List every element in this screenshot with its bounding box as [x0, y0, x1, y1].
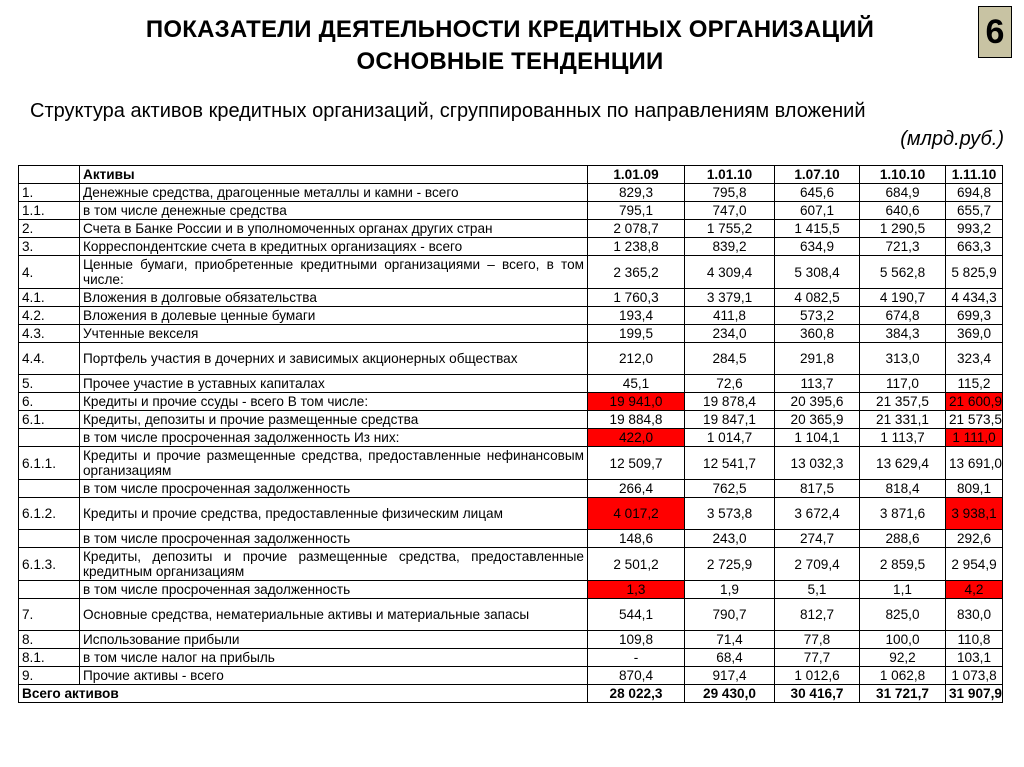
table-row: [19, 289, 1003, 307]
highlighted-value-cell: 19 941,0: [588, 393, 685, 411]
value-cell: 663,3: [946, 238, 1003, 256]
row-number-cell: [19, 530, 80, 548]
highlighted-value-cell: 3 938,1: [946, 498, 1003, 530]
value-cell: 323,4: [946, 343, 1003, 375]
row-number-cell: [19, 480, 80, 498]
value-cell: 20 395,6: [775, 393, 860, 411]
value-cell: 829,3: [588, 184, 685, 202]
value-cell: 292,6: [946, 530, 1003, 548]
value-cell: 2 709,4: [775, 548, 860, 581]
value-cell: 68,4: [685, 649, 775, 667]
total-value-cell: 29 430,0: [685, 685, 775, 703]
row-number-cell: 4.: [19, 256, 80, 289]
table-row: [19, 530, 1003, 548]
highlighted-value-cell: 1,3: [588, 581, 685, 599]
value-cell: 809,1: [946, 480, 1003, 498]
row-name-cell: Кредиты и прочие средства, предоставленные физическим лицам: [80, 498, 588, 530]
page-title: [60, 14, 960, 78]
row-name-cell: в том числе просроченная задолженность Из них:: [80, 429, 588, 447]
value-cell: 4 082,5: [775, 289, 860, 307]
row-name-cell: в том числе просроченная задолженность: [80, 530, 588, 548]
value-cell: 21 331,1: [860, 411, 946, 429]
row-number-cell: 3.: [19, 238, 80, 256]
header-date-cell: 1.01.10: [685, 166, 775, 184]
value-cell: 1 014,7: [685, 429, 775, 447]
value-cell: 115,2: [946, 375, 1003, 393]
value-cell: 762,5: [685, 480, 775, 498]
header-date-cell: 1.10.10: [860, 166, 946, 184]
value-cell: 790,7: [685, 599, 775, 631]
value-cell: 870,4: [588, 667, 685, 685]
value-cell: 5 562,8: [860, 256, 946, 289]
total-row: [19, 685, 1003, 703]
value-cell: 812,7: [775, 599, 860, 631]
value-cell: 795,1: [588, 202, 685, 220]
value-cell: 747,0: [685, 202, 775, 220]
table-row: [19, 548, 1003, 581]
value-cell: 640,6: [860, 202, 946, 220]
value-cell: 100,0: [860, 631, 946, 649]
table-row: [19, 631, 1003, 649]
table-row: [19, 343, 1003, 375]
value-cell: 284,5: [685, 343, 775, 375]
row-number-cell: 6.1.: [19, 411, 80, 429]
table-row: [19, 202, 1003, 220]
row-name-cell: Кредиты, депозиты и прочие размещенные средства, предоставленные кредитным организациям: [80, 548, 588, 581]
value-cell: 684,9: [860, 184, 946, 202]
table-row: [19, 256, 1003, 289]
value-cell: 674,8: [860, 307, 946, 325]
row-number-cell: 6.1.3.: [19, 548, 80, 581]
value-cell: 1 238,8: [588, 238, 685, 256]
value-cell: 694,8: [946, 184, 1003, 202]
row-number-cell: [19, 429, 80, 447]
value-cell: 45,1: [588, 375, 685, 393]
row-number-cell: 6.1.1.: [19, 447, 80, 480]
value-cell: 4 434,3: [946, 289, 1003, 307]
table-row: [19, 184, 1003, 202]
total-value-cell: 28 022,3: [588, 685, 685, 703]
value-cell: 2 725,9: [685, 548, 775, 581]
total-value-cell: 31 721,7: [860, 685, 946, 703]
table-row: [19, 498, 1003, 530]
value-cell: 71,4: [685, 631, 775, 649]
value-cell: 645,6: [775, 184, 860, 202]
row-name-cell: Учтенные векселя: [80, 325, 588, 343]
row-number-cell: 1.1.: [19, 202, 80, 220]
value-cell: -: [588, 649, 685, 667]
value-cell: 411,8: [685, 307, 775, 325]
row-number-cell: 4.3.: [19, 325, 80, 343]
value-cell: 360,8: [775, 325, 860, 343]
value-cell: 21 357,5: [860, 393, 946, 411]
value-cell: 839,2: [685, 238, 775, 256]
value-cell: 2 859,5: [860, 548, 946, 581]
row-number-cell: 7.: [19, 599, 80, 631]
value-cell: 1 113,7: [860, 429, 946, 447]
value-cell: 5 308,4: [775, 256, 860, 289]
total-label-cell: Всего активов: [19, 685, 588, 703]
value-cell: 21 573,5: [946, 411, 1003, 429]
assets-table: [18, 165, 1003, 703]
value-cell: 1 073,8: [946, 667, 1003, 685]
row-name-cell: Корреспондентские счета в кредитных организациях - всего: [80, 238, 588, 256]
value-cell: 384,3: [860, 325, 946, 343]
row-number-cell: 8.1.: [19, 649, 80, 667]
value-cell: 274,7: [775, 530, 860, 548]
value-cell: 13 629,4: [860, 447, 946, 480]
value-cell: 3 379,1: [685, 289, 775, 307]
value-cell: 92,2: [860, 649, 946, 667]
value-cell: 1 062,8: [860, 667, 946, 685]
value-cell: 3 573,8: [685, 498, 775, 530]
value-cell: 825,0: [860, 599, 946, 631]
value-cell: 795,8: [685, 184, 775, 202]
row-name-cell: Портфель участия в дочерних и зависимых акционерных обществах: [80, 343, 588, 375]
row-number-cell: 2.: [19, 220, 80, 238]
value-cell: 1 290,5: [860, 220, 946, 238]
table-row: [19, 429, 1003, 447]
row-name-cell: в том числе просроченная задолженность: [80, 581, 588, 599]
row-number-cell: 4.2.: [19, 307, 80, 325]
assets-table-body: [19, 166, 1003, 703]
row-name-cell: Вложения в долевые ценные бумаги: [80, 307, 588, 325]
value-cell: 12 509,7: [588, 447, 685, 480]
value-cell: 5 825,9: [946, 256, 1003, 289]
value-cell: 19 847,1: [685, 411, 775, 429]
value-cell: 19 884,8: [588, 411, 685, 429]
value-cell: 113,7: [775, 375, 860, 393]
value-cell: 20 365,9: [775, 411, 860, 429]
table-row: [19, 307, 1003, 325]
value-cell: 721,3: [860, 238, 946, 256]
value-cell: 993,2: [946, 220, 1003, 238]
value-cell: 288,6: [860, 530, 946, 548]
row-number-cell: 4.4.: [19, 343, 80, 375]
header-date-cell: 1.07.10: [775, 166, 860, 184]
table-caption: Структура активов кредитных организаций, сгруппированных по направлениям вложений: [30, 100, 866, 122]
row-name-cell: Прочие активы - всего: [80, 667, 588, 685]
value-cell: 1 415,5: [775, 220, 860, 238]
row-name-cell: Прочее участие в уставных капиталах: [80, 375, 588, 393]
total-value-cell: 31 907,9: [946, 685, 1003, 703]
highlighted-value-cell: 4 017,2: [588, 498, 685, 530]
row-name-cell: Основные средства, нематериальные активы и материальные запасы: [80, 599, 588, 631]
value-cell: 13 691,0: [946, 447, 1003, 480]
row-name-cell: Ценные бумаги, приобретенные кредитными организациями – всего, в том числе:: [80, 256, 588, 289]
value-cell: 2 954,9: [946, 548, 1003, 581]
value-cell: 193,4: [588, 307, 685, 325]
value-cell: 3 672,4: [775, 498, 860, 530]
unit-label: (млрд.руб.): [900, 128, 1004, 150]
table-header-row: [19, 166, 1003, 184]
value-cell: 1,9: [685, 581, 775, 599]
value-cell: 72,6: [685, 375, 775, 393]
table-row: [19, 581, 1003, 599]
row-number-cell: 6.: [19, 393, 80, 411]
total-value-cell: 30 416,7: [775, 685, 860, 703]
value-cell: 2 365,2: [588, 256, 685, 289]
value-cell: 4 190,7: [860, 289, 946, 307]
row-number-cell: [19, 581, 80, 599]
row-number-cell: 8.: [19, 631, 80, 649]
value-cell: 243,0: [685, 530, 775, 548]
row-name-cell: Счета в Банке России и в уполномоченных органах других стран: [80, 220, 588, 238]
highlighted-value-cell: 4,2: [946, 581, 1003, 599]
row-number-cell: 9.: [19, 667, 80, 685]
table-row: [19, 325, 1003, 343]
value-cell: 544,1: [588, 599, 685, 631]
table-row: [19, 375, 1003, 393]
highlighted-value-cell: 21 600,9: [946, 393, 1003, 411]
header-assets-cell: Активы: [80, 166, 588, 184]
value-cell: 655,7: [946, 202, 1003, 220]
header-num-cell: [19, 166, 80, 184]
value-cell: 607,1: [775, 202, 860, 220]
row-name-cell: в том числе денежные средства: [80, 202, 588, 220]
value-cell: 1 755,2: [685, 220, 775, 238]
value-cell: 266,4: [588, 480, 685, 498]
table-row: [19, 411, 1003, 429]
value-cell: 109,8: [588, 631, 685, 649]
value-cell: 77,7: [775, 649, 860, 667]
title-line-1: ПОКАЗАТЕЛИ ДЕЯТЕЛЬНОСТИ КРЕДИТНЫХ ОРГАНИЗАЦИЙ: [145, 16, 875, 43]
value-cell: 291,8: [775, 343, 860, 375]
title-line-2: ОСНОВНЫЕ ТЕНДЕНЦИИ: [356, 48, 664, 75]
table-row: [19, 480, 1003, 498]
row-name-cell: Использование прибыли: [80, 631, 588, 649]
value-cell: 12 541,7: [685, 447, 775, 480]
table-row: [19, 238, 1003, 256]
table-row: [19, 667, 1003, 685]
value-cell: 1,1: [860, 581, 946, 599]
row-name-cell: в том числе налог на прибыль: [80, 649, 588, 667]
value-cell: 1 012,6: [775, 667, 860, 685]
value-cell: 117,0: [860, 375, 946, 393]
row-number-cell: 5.: [19, 375, 80, 393]
value-cell: 369,0: [946, 325, 1003, 343]
value-cell: 2 078,7: [588, 220, 685, 238]
slide-number-badge: 6: [978, 6, 1012, 58]
value-cell: 212,0: [588, 343, 685, 375]
value-cell: 313,0: [860, 343, 946, 375]
row-number-cell: 1.: [19, 184, 80, 202]
value-cell: 3 871,6: [860, 498, 946, 530]
table-row: [19, 447, 1003, 480]
row-name-cell: Кредиты и прочие ссуды - всего В том числе:: [80, 393, 588, 411]
table-row: [19, 649, 1003, 667]
value-cell: 634,9: [775, 238, 860, 256]
value-cell: 830,0: [946, 599, 1003, 631]
value-cell: 1 104,1: [775, 429, 860, 447]
value-cell: 19 878,4: [685, 393, 775, 411]
header-date-cell: 1.01.09: [588, 166, 685, 184]
row-name-cell: Кредиты, депозиты и прочие размещенные средства: [80, 411, 588, 429]
value-cell: 234,0: [685, 325, 775, 343]
value-cell: 699,3: [946, 307, 1003, 325]
value-cell: 110,8: [946, 631, 1003, 649]
value-cell: 818,4: [860, 480, 946, 498]
value-cell: 817,5: [775, 480, 860, 498]
table-row: [19, 599, 1003, 631]
value-cell: 917,4: [685, 667, 775, 685]
value-cell: 1 760,3: [588, 289, 685, 307]
value-cell: 77,8: [775, 631, 860, 649]
row-name-cell: в том числе просроченная задолженность: [80, 480, 588, 498]
value-cell: 5,1: [775, 581, 860, 599]
row-name-cell: Кредиты и прочие размещенные средства, предоставленные нефинансовым организациям: [80, 447, 588, 480]
value-cell: 148,6: [588, 530, 685, 548]
header-date-cell: 1.11.10: [946, 166, 1003, 184]
highlighted-value-cell: 1 111,0: [946, 429, 1003, 447]
row-number-cell: 4.1.: [19, 289, 80, 307]
row-number-cell: 6.1.2.: [19, 498, 80, 530]
value-cell: 13 032,3: [775, 447, 860, 480]
highlighted-value-cell: 422,0: [588, 429, 685, 447]
value-cell: 4 309,4: [685, 256, 775, 289]
value-cell: 103,1: [946, 649, 1003, 667]
table-row: [19, 220, 1003, 238]
value-cell: 199,5: [588, 325, 685, 343]
row-name-cell: Денежные средства, драгоценные металлы и камни - всего: [80, 184, 588, 202]
value-cell: 573,2: [775, 307, 860, 325]
row-name-cell: Вложения в долговые обязательства: [80, 289, 588, 307]
value-cell: 2 501,2: [588, 548, 685, 581]
table-row: [19, 393, 1003, 411]
